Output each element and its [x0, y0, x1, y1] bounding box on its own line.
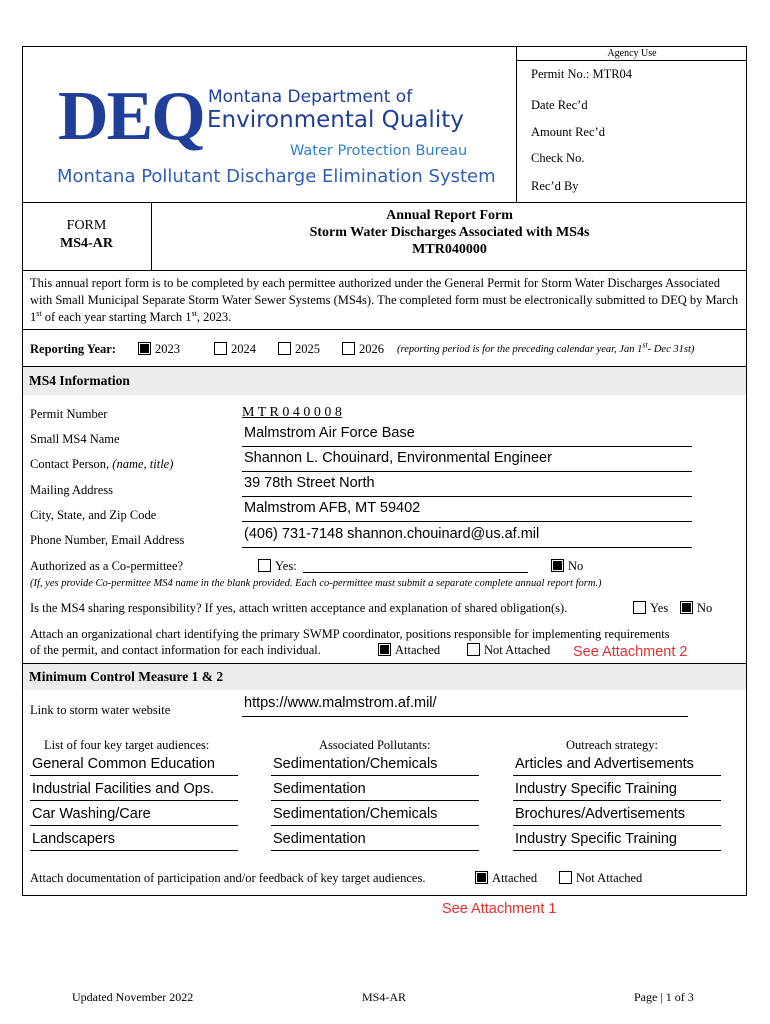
audience-2[interactable]: Industrial Facilities and Ops. — [32, 781, 215, 797]
see-attachment-2: See Attachment 2 — [573, 644, 688, 660]
copermittee-no-option[interactable]: No — [551, 559, 583, 574]
permit-number-label: Permit Number — [30, 407, 108, 421]
field-underline — [271, 775, 479, 776]
year-option-2026[interactable]: 2026 — [342, 342, 384, 357]
audience-4[interactable]: Landscapers — [32, 831, 116, 847]
year-option-2023[interactable]: 2023 — [138, 342, 180, 357]
check-no-field: Check No. — [531, 151, 585, 165]
copermittee-yes-checkbox[interactable] — [258, 559, 271, 572]
pollutant-2[interactable]: Sedimentation — [273, 781, 366, 797]
feedback-attached-option[interactable]: Attached — [475, 871, 537, 886]
checkbox-2025[interactable] — [278, 342, 291, 355]
recd-by-field: Rec’d By — [531, 179, 579, 193]
logo-bureau: Water Protection Bureau — [290, 143, 468, 159]
pollutant-3[interactable]: Sedimentation/Chemicals — [273, 806, 438, 822]
field-underline — [513, 825, 721, 826]
field-underline — [242, 471, 692, 472]
pollutant-1[interactable]: Sedimentation/Chemicals — [273, 756, 438, 772]
mcm-heading: Minimum Control Measure 1 & 2 — [23, 664, 746, 690]
logo-system: Montana Pollutant Discharge Elimination System — [57, 166, 496, 187]
org-chart-text-1: Attach an organizational chart identifying the primary SWMP coordinator, positions responsible for implementing requirements — [30, 627, 670, 641]
org-chart-attached-option[interactable]: Attached — [378, 643, 440, 658]
field-underline — [242, 446, 692, 447]
checkbox-2024[interactable] — [214, 342, 227, 355]
copermittee-yes-option[interactable]: Yes: — [258, 559, 297, 574]
strategy-header: Outreach strategy: — [566, 738, 658, 752]
form-id-box — [22, 202, 152, 270]
reporting-year-label: Reporting Year: — [30, 342, 116, 356]
mailing-label: Mailing Address — [30, 483, 113, 497]
checkbox-2023[interactable] — [138, 342, 151, 355]
audience-1[interactable]: General Common Education — [32, 756, 215, 772]
contact-value[interactable]: Shannon L. Chouinard, Environmental Engineer — [244, 450, 552, 466]
field-underline — [513, 800, 721, 801]
website-value[interactable]: https://www.malmstrom.af.mil/ — [244, 695, 437, 711]
field-underline — [30, 775, 238, 776]
sharing-yes-checkbox[interactable] — [633, 601, 646, 614]
reporting-period-note: (reporting period is for the preceding calendar year, Jan 1st- Dec 31st) — [397, 340, 695, 355]
amount-recd-field: Amount Rec’d — [531, 125, 605, 139]
logo-line2: Environmental Quality — [207, 107, 464, 133]
org-chart-not-attached-checkbox[interactable] — [467, 643, 480, 656]
footer-form-code: MS4-AR — [362, 990, 407, 1004]
strategy-4[interactable]: Industry Specific Training — [515, 831, 677, 847]
field-underline — [242, 547, 692, 548]
org-chart-text-2: of the permit, and contact information for each individual. — [30, 643, 321, 657]
city-label: City, State, and Zip Code — [30, 508, 157, 522]
ms4-name-value[interactable]: Malmstrom Air Force Base — [244, 425, 415, 441]
footer-updated: Updated November 2022 — [72, 990, 194, 1004]
title-line1: Annual Report Form — [386, 208, 513, 223]
strategy-2[interactable]: Industry Specific Training — [515, 781, 677, 797]
field-underline — [30, 800, 238, 801]
copermittee-no-checkbox[interactable] — [551, 559, 564, 572]
phone-email-value[interactable]: (406) 731-7148 shannon.chouinard@us.af.mil — [244, 526, 540, 542]
deq-logo: DEQ — [58, 78, 204, 155]
strategy-3[interactable]: Brochures/Advertisements — [515, 806, 686, 822]
checkbox-2026[interactable] — [342, 342, 355, 355]
pollutant-4[interactable]: Sedimentation — [273, 831, 366, 847]
website-label: Link to storm water website — [30, 703, 171, 717]
field-underline — [513, 850, 721, 851]
year-option-2025[interactable]: 2025 — [278, 342, 320, 357]
divider — [22, 270, 747, 271]
contact-label: Contact Person, (name, title) — [30, 457, 174, 471]
audiences-header: List of four key target audiences: — [44, 738, 210, 752]
see-attachment-1: See Attachment 1 — [442, 901, 557, 917]
sharing-no-option[interactable]: No — [680, 601, 712, 616]
org-chart-attached-checkbox[interactable] — [378, 643, 391, 656]
strategy-1[interactable]: Articles and Advertisements — [515, 756, 694, 772]
agency-use-box — [516, 46, 747, 202]
form-code: MS4-AR — [60, 236, 113, 251]
date-recd-field: Date Rec’d — [531, 98, 588, 112]
feedback-not-attached-option[interactable]: Not Attached — [559, 871, 642, 886]
copermittee-note: (If, yes provide Co-permittee MS4 name in the blank provided. Each co-permittee must submit a separate complete annual report form.) — [30, 578, 602, 589]
field-underline — [271, 800, 479, 801]
mailing-value[interactable]: 39 78th Street North — [244, 475, 375, 491]
field-underline — [30, 850, 238, 851]
pollutants-header: Associated Pollutants: — [319, 738, 431, 752]
ms4-name-label: Small MS4 Name — [30, 432, 120, 446]
copermittee-name-line[interactable] — [303, 572, 528, 573]
field-underline — [242, 521, 692, 522]
footer-page-number: Page | 1 of 3 — [634, 990, 694, 1004]
field-underline — [271, 850, 479, 851]
form-label: FORM — [66, 218, 107, 233]
sharing-question: Is the MS4 sharing responsibility? If yes, attach written acceptance and explanation of shared obligation(s). — [30, 601, 568, 615]
sharing-no-checkbox[interactable] — [680, 601, 693, 614]
field-underline — [271, 825, 479, 826]
ms4-info-heading: MS4 Information — [23, 367, 746, 395]
phone-label: Phone Number, Email Address — [30, 533, 185, 547]
field-underline — [30, 825, 238, 826]
field-underline — [242, 716, 688, 717]
field-underline — [242, 496, 692, 497]
form-title — [152, 207, 747, 258]
feedback-label: Attach documentation of participation and/or feedback of key target audiences. — [30, 871, 426, 885]
divider — [22, 329, 747, 330]
agency-use-label: Agency Use — [517, 46, 747, 61]
permit-number-value: M T R 0 4 0 0 0 8 — [242, 405, 342, 420]
copermittee-label: Authorized as a Co-permittee? — [30, 559, 184, 573]
city-value[interactable]: Malmstrom AFB, MT 59402 — [244, 500, 421, 516]
audience-3[interactable]: Car Washing/Care — [32, 806, 151, 822]
sharing-yes-option[interactable]: Yes — [633, 601, 668, 616]
logo-line1: Montana Department of — [208, 87, 413, 107]
field-underline — [513, 775, 721, 776]
intro-paragraph: This annual report form is to be completed by each permittee authorized under the General Permit for Storm Water Discharges Associated with Small Municipal Separate Storm Water Sewer Systems (MS4s). The completed form must be electronically submitted to DEQ by March 1st of each year starting March 1st, 2023. — [30, 276, 739, 324]
title-line3: MTR040000 — [412, 242, 487, 257]
org-chart-not-attached-option[interactable]: Not Attached — [467, 643, 550, 658]
permit-no-field: Permit No.: MTR04 — [531, 67, 633, 81]
feedback-not-attached-checkbox[interactable] — [559, 871, 572, 884]
feedback-attached-checkbox[interactable] — [475, 871, 488, 884]
title-line2: Storm Water Discharges Associated with MS4s — [309, 225, 590, 240]
year-option-2024[interactable]: 2024 — [214, 342, 256, 357]
